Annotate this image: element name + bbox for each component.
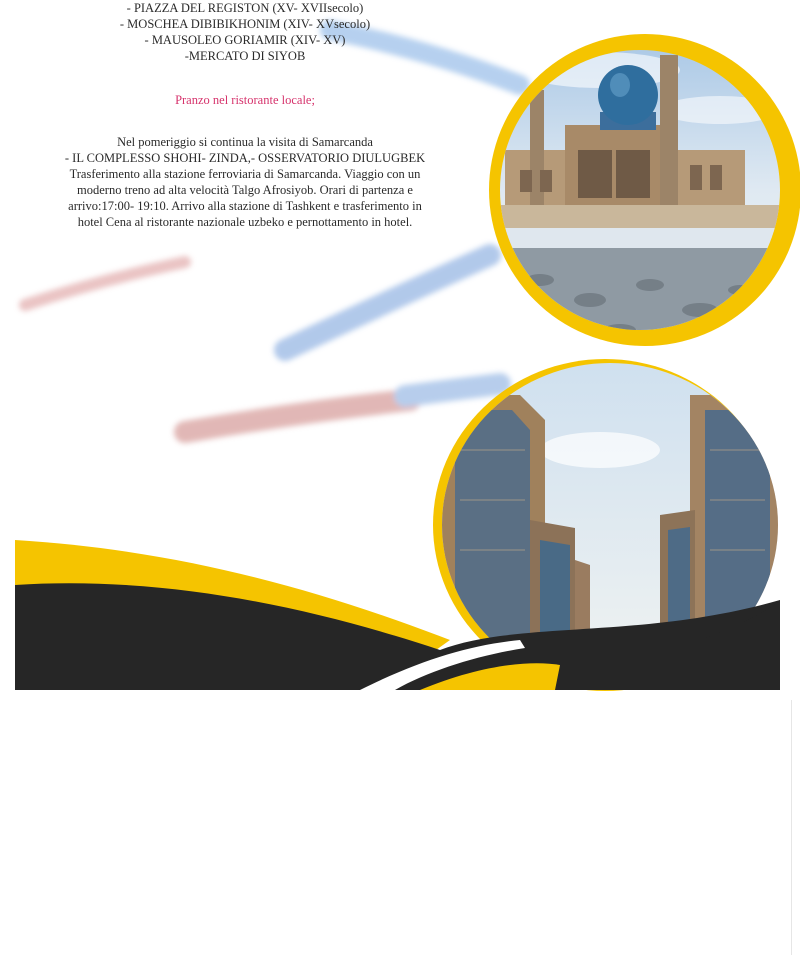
lunch-note: Pranzo nel ristorante locale; — [175, 93, 315, 107]
afternoon-line: Trasferimento alla stazione ferroviaria di Samarcanda. Viaggio con un — [69, 167, 421, 181]
pink-stroke-left — [25, 262, 185, 305]
blue-stroke-middle — [285, 255, 490, 350]
site-item: - PIAZZA DEL REGISTON (XV- XVIIsecolo) — [126, 1, 364, 15]
site-item: -MERCATO DI SIYOB — [184, 49, 306, 63]
scan-edge-line — [791, 700, 792, 955]
afternoon-line: - IL COMPLESSO SHOHI- ZINDA,- OSSERVATORIO DIULUGBEK — [64, 151, 426, 165]
sites-list — [20, 0, 470, 64]
afternoon-line: moderno treno ad alta velocità Talgo Afrosiyob. Orari di partenza e — [77, 183, 413, 197]
red-stroke-lower — [185, 400, 410, 432]
brush-strokes — [25, 30, 520, 432]
afternoon-description — [20, 134, 470, 230]
site-item: - MAUSOLEO GORIAMIR (XIV- XV) — [144, 33, 346, 47]
blue-stroke-lower — [405, 384, 500, 396]
afternoon-line: arrivo:17:00- 19:10. Arrivo alla stazione di Tashkent e trasferimento in — [68, 199, 422, 213]
afternoon-line: hotel Cena al ristorante nazionale uzbeko e pernottamento in hotel. — [77, 215, 413, 229]
afternoon-line: Nel pomeriggio si continua la visita di Samarcanda — [117, 135, 373, 149]
site-item: - MOSCHEA DIBIBIKHONIM (XIV- XVsecolo) — [119, 17, 371, 31]
